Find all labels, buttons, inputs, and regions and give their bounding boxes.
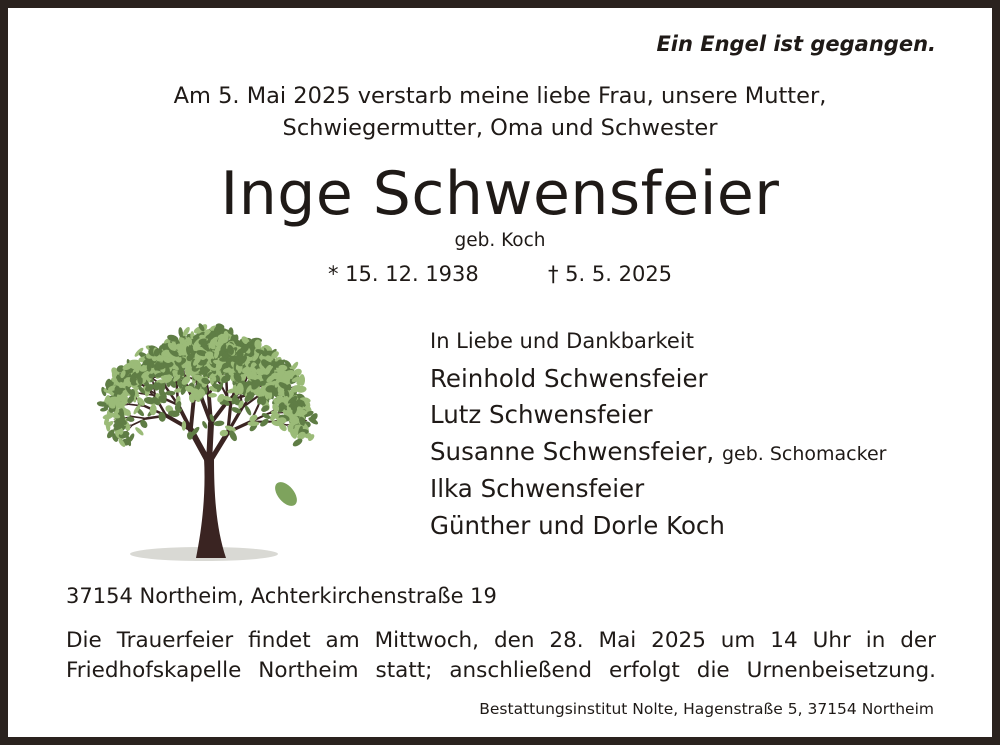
tree-illustration [58,258,350,570]
mourner-name: Reinhold Schwensfeier [430,364,708,393]
mourner-name: Lutz Schwensfeier [430,400,653,429]
ceremony-text [66,626,936,686]
mourners-heading: In Liebe und Dankbarkeit [430,329,694,353]
ceremony-line-2: Friedhofskapelle Northeim statt; anschließend erfolgt die Urnenbeisetzung. [66,658,936,683]
address: 37154 Northeim, Achterkirchenstraße 19 [66,584,497,608]
deceased-name: Inge Schwensfeier [220,159,780,229]
death-date: † 5. 5. 2025 [548,262,673,286]
mourner-name: Susanne Schwensfeier, geb. Schomacker [430,437,887,466]
mourner-name: Ilka Schwensfeier [430,474,645,503]
maiden-name: geb. Koch [454,230,546,251]
motto: Ein Engel ist gegangen. [656,32,936,56]
birth-date: * 15. 12. 1938 [328,262,479,286]
funeral-home: Bestattungsinstitut Nolte, Hagenstraße 5, 37154 Northeim [479,700,934,718]
intro-line-2: Schwiegermutter, Oma und Schwester [282,115,718,141]
ceremony-line-1: Die Trauerfeier findet am Mittwoch, den 28. Mai 2025 um 14 Uhr in der [66,628,936,653]
intro-line-1: Am 5. Mai 2025 verstarb meine liebe Frau, unsere Mutter, [173,83,827,109]
mourner-name: Günther und Dorle Koch [430,511,725,540]
